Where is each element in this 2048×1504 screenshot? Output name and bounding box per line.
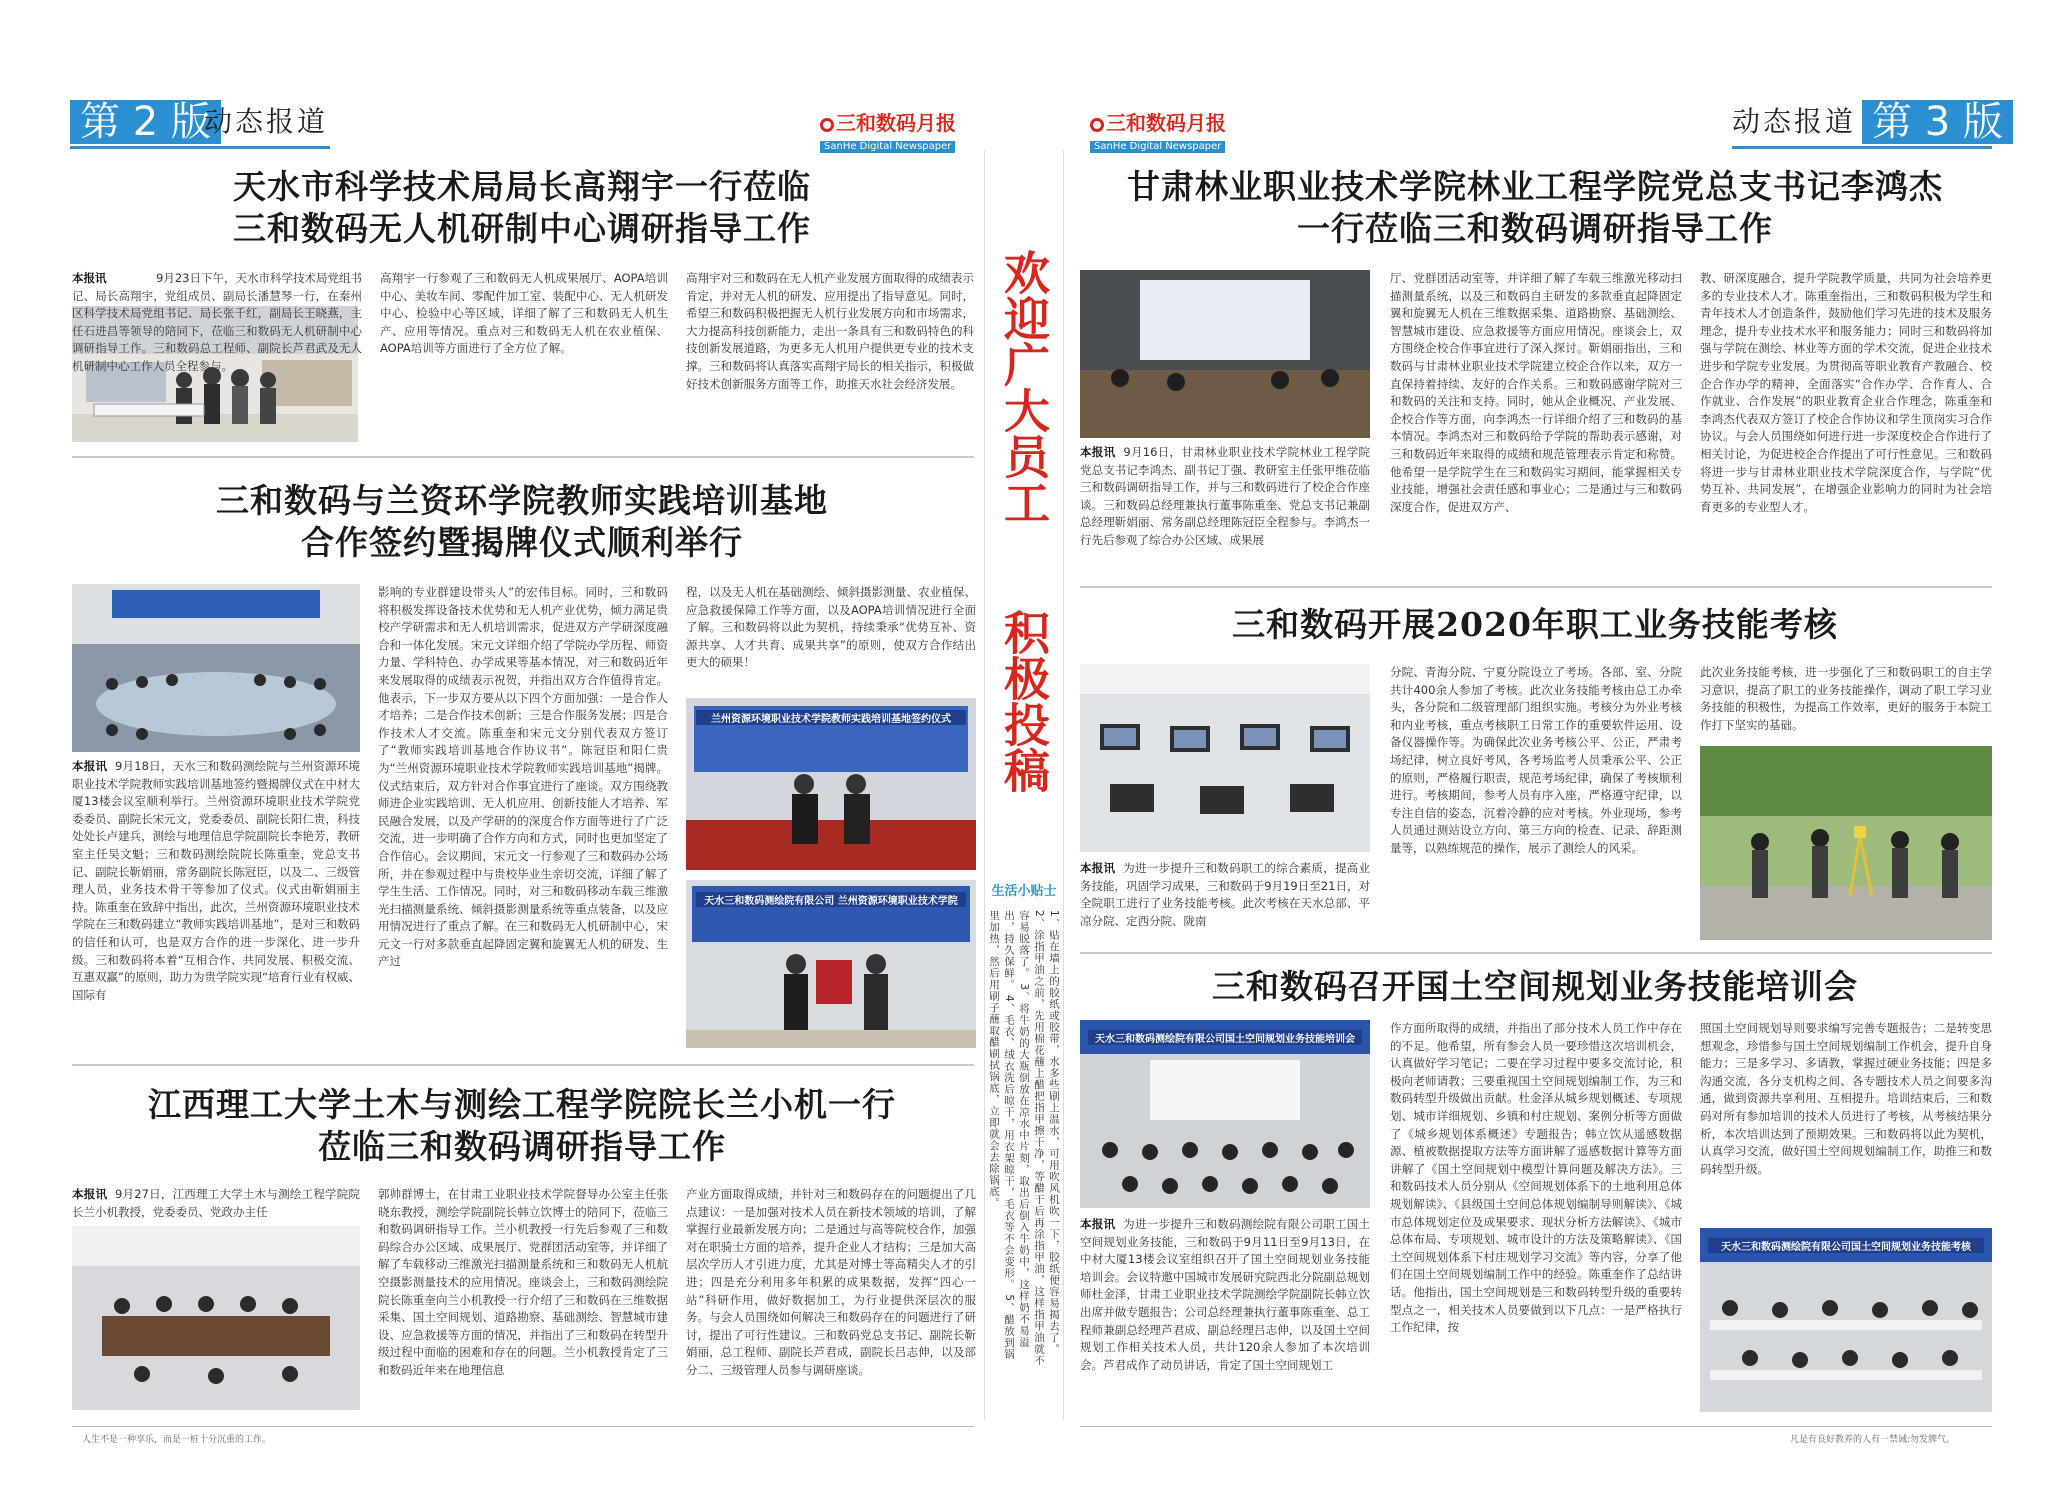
logo-mark-icon	[820, 118, 834, 132]
article4-lead: 本报讯	[1080, 445, 1116, 459]
article3-col1	[72, 1186, 360, 1222]
article5-col3: 此次业务技能考核，进一步强化了三和数码职工的自主学习意识，提高了职工的业务技能操作，调动了职工学习业务技能的积极性，为提高工作效率，更好的服务于本院工作打下坚实的基础。	[1700, 665, 1992, 732]
article2-col2: 影响的专业群建设带头人”的宏伟目标。同时，三和数码将积极发挥设备技术优势和无人机产业优势，倾力满足贵校产学研需求和无人机培训需求，促进双方产学研深度融合和一体化发展。宋元文详细介绍了学院办学历程、师资力量、学科特色、办学成果等基本情况，对三和数码近年来发展取得的成绩表示祝贺，并指出双方合作值得肯定。他表示，下一步双方要从以下四个方面加强：一是合作人才培养；二是合作技术创新；三是合作服务发展；四是合作技术人才交流。陈重奎和宋元文分别代表双方签订了“教师实践培训基地合作协议书”。陈冠臣和阳仁贵为“兰州资源环境职业技术学院教师实践培训基地”揭牌。仪式结束后，双方针对合作事宜进行了座谈。双方围绕教师进企业实践培训、无人机应用、创新技能人才培养、军民融合发展，以及产学研的的深度合作方面等进行了广泛交流，进一步明确了合作方向和方式，同时也更加坚定了合作信心。会议期间，宋元文一行参观了三和数码办公场所，并在参观过程中与贵校毕业生亲切交流，详细了解了学生生活、工作情况。同时，对三和数码移动车载三维激光扫描测量系统、倾斜摄影测量系统等重点装备，以及应用情况进行了重点了解。在三和数码无人机研制中心，宋元文一行对多款垂直起降固定翼和旋翼无人机的研发、生产过	[378, 585, 668, 969]
logo-text: 三和数码月报	[1106, 111, 1226, 135]
life-tips-title: 生活小贴士	[991, 884, 1057, 899]
article5-photo1	[1080, 664, 1370, 852]
article5-col1	[1080, 860, 1370, 940]
exam-room-photo	[1080, 664, 1370, 852]
divider	[72, 456, 974, 458]
photo-banner: 兰州资源环境职业技术学院教师实践培训基地签约仪式	[696, 710, 966, 725]
article3-title	[72, 1084, 972, 1168]
footer-rule-left	[72, 1426, 974, 1427]
article2-lead: 本报讯	[72, 759, 108, 773]
article6-col2: 作方面所取得的成绩，并指出了部分技术人员工作中存在的不足。他希望，所有参会人员一要珍惜这次培训机会，认真做好学习笔记；二要在学习过程中要多交流讨论，积极向老师请教；三要重视国土空间规划编制工作，为三和数码转型升级做出贡献。杜金泽从城乡规划概述、专项规划、城市详细规划、乡镇和村庄规划、案例分析等方面做了《城乡规划体系概述》专题报告；韩立饮从遥感数据源、植被数据提取方法等方面讲解了遥感数据计算等方面讲解了《国土空间规划中模型计算问题及解决方法》。三和数码技术人员分别从《空间规划体系下的土地利用总体规划解读》、《县级国土空间总体规划编制导则解读》、《城市总体规划定位及成果要求、现状分析方法解读》、《城市总体布局、专项规划、城市设计的方法及策略解读》、《国土空间规划体系下村庄规划学习交流》等内容，分享了他们在国土空间规划编制工作中的经验。陈重奎作了总结讲话。他指出，国土空间规划是三和数码转型升级的重要转型点之一，相关技术人员要做到以下几点：一是严格执行工作纪律，按	[1390, 1021, 1682, 1335]
photo-banner: 天水三和数码测绘院有限公司 兰州资源环境职业技术学院	[696, 892, 966, 907]
footer-quote-left: 人生不是一种享乐，而是一桩十分沉重的工作。	[82, 1435, 272, 1445]
photo-banner: 天水三和数码测绘院有限公司国土空间规划业务技能培训会	[1088, 1030, 1362, 1045]
article3-title-line2: 莅临三和数码调研指导工作	[318, 1127, 726, 1166]
section-title-left: 动态报道	[204, 105, 329, 138]
header-rule-left	[70, 146, 330, 149]
page-number-badge-left: 第 2 版	[70, 100, 221, 144]
article1-title-line2: 三和数码无人机研制中心调研指导工作	[233, 209, 811, 248]
article2-title-line2: 合作签约暨揭牌仪式顺利举行	[301, 523, 743, 562]
article2-photo1	[72, 584, 360, 752]
article3-col3: 产业方面取得成绩，并针对三和数码存在的问题提出了几点建议：一是加强对技术人员在新技术领域的培训，了解掌握行业最新发展方向；二是通过与高等院校合作，加强对在职骑士方面的培养，提升企业人才结构；三是加大高层次学历人才引进力度，尤其是对博士等高精尖人才的引进；四是充分利用多年积累的成果数据，发挥“四心一站”科研作用，做好数据加工，为行业提供深层次的服务。与会人员围绕如何解决三和数码存在的问题进行了研讨，提出了可行性建议。三和数码党总支书记、副院长靳娟丽，总工程师、副院长芦君成，副院长吕志伸，以及部分二、三级管理人员参与调研座谈。	[686, 1187, 976, 1377]
article6-photo1	[1080, 1020, 1370, 1208]
article6-lead: 本报讯	[1080, 1217, 1116, 1231]
article6-col3: 照国土空间规划导则要求编写完善专题报告；二是转变思想观念，珍惜参与国土空间规划编制工作机会，提升自身能力；三是多学习、多请教，掌握过硬业务技能；四是多沟通交流，各分支机构之间、各专题技术人员之间要多沟通，做到资源共享利用、互相提升。培训结束后，三和数码对所有参加培训的技术人员进行了考核，从考核结果分析，本次培训达到了预期效果。三和数码将以此为契机，认真学习交流，做好国土空间规划编制工作，助推三和数码转型升级。	[1700, 1021, 1992, 1176]
logo-english: SanHe Digital Newspaper	[820, 141, 955, 153]
slogan-welcome: 欢迎广大员工	[997, 249, 1051, 525]
article2-title	[72, 480, 972, 564]
article4-title	[1080, 166, 1990, 250]
article5-photo2	[1700, 746, 1992, 940]
section-title-right: 动态报道	[1732, 105, 1857, 138]
page-number-badge-right: 第 3 版	[1862, 100, 2013, 144]
tip-4: 4、毛衣、绒衣洗后晾干，用衣架晾干，毛衣等不会变形。	[1003, 994, 1015, 1291]
divider	[1080, 952, 1992, 954]
logo-english: SanHe Digital Newspaper	[1090, 141, 1225, 153]
footer-rule-right	[1080, 1426, 1992, 1427]
life-tips-heading	[985, 880, 1063, 900]
article1-lead: 本报讯	[72, 271, 107, 285]
article2-col1	[72, 758, 360, 1050]
article3-col2: 郭帅群博士，在甘肃工业职业技术学院督导办公室主任张晓东教授，测绘学院副院长韩立饮博士的陪同下，莅临三和数码调研指导工作。兰小机教授一行先后参观了三和数码综合办公区域、成果展厅、党群团活动室等，并详细了解了车载移动三维激光扫描测量系统和三和数码无人机航空摄影测量技术的应用情况。座谈会上，三和数码测绘院院长陈重奎向兰小机教授一行介绍了三和数码在三维数据采集、国土空间规划、道路勘察、基础测绘、智慧城市建设、应急救援等方面的情况，并指出了三和数码在转型升级过程中面临的困难和存在的问题。兰小机教授肯定了三和数码近年来在地理信息	[378, 1187, 668, 1377]
logo-text: 三和数码月报	[836, 111, 956, 135]
training-exam-photo	[1700, 1228, 1992, 1412]
article1-col3: 高翔宇对三和数码在无人机产业发展方面取得的成绩表示肯定，并对无人机的研发、应用提出了指导意见。同时，希望三和数码积极把握无人机行业发展方向和市场需求，大力提高科技创新能力，走出一条具有三和数码特色的科技创新发展道路，为更多无人机用户提供更专业的技术支撑。三和数码将认真落实高翔宇局长的相关指示，积极做好技术创新服务方面等工作，助推天水社会经济发展。	[686, 271, 974, 391]
article2-col1-text: 9月18日，天水三和数码测绘院与兰州资源环境职业技术学院教师实践培训基地签约暨揭牌仪式在中材大厦13楼会议室顺利举行。兰州资源环境职业技术学院党委委员、副院长宋元文，党委委员、副院长阳仁贵，科技处处长卢建兵，测绘与地理信息学院副院长李艳芳，教研室主任吴文魁；三和数码测绘院院长陈重奎，党总支书记、副院长靳娟丽，常务副院长陈冠臣，以及二、三级管理人员，业务技术骨干等参加了仪式。仪式由靳娟丽主持。陈重奎在致辞中指出，此次，兰州资源环境职业技术学院在三和数码建立“教师实践培训基地”，是对三和数码的信任和认可，也是双方合作的进一步深化、进一步升级。三和数码将本着“互相合作、共同发展、积极交流、互惠双赢”的原则，助力为贵学院实现“培育行业有权威、国际有	[72, 759, 361, 1002]
article6-photo2	[1700, 1228, 1992, 1412]
article5-col2: 分院、青海分院、宁夏分院设立了考场。各部、室、分院共计400余人参加了考核。此次业务技能考核由总工办牵头，各分院和二级管理部门组织实施。考核分为外业考核和内业考核，重点考核职工日常工作的重要软件运用、设备仪器操作等。为确保此次业务考核公平、公正，严肃考场纪律，树立良好考风，各考场监考人员秉承公平、公正的原则，严格履行职责，规范考场纪律，确保了考核顺利进行。考核期间，参考人员有序入座，严格遵守纪律，以专注自信的姿态，沉着冷静的应对考核。外业现场，参考人员通过测站设立方向、第三方向的检查、记录、辞距测量等，以熟练规范的操作，展示了测绘人的风采。	[1390, 665, 1682, 855]
training-meeting-photo	[1080, 1020, 1370, 1208]
tip-2: 2、涂指甲油之前，先用棉花蘸上醋把指甲擦干净，等醋干后再涂指甲油，这样指甲油就不容易脱落了。	[1018, 910, 1045, 1367]
article4-title-line2: 一行莅临三和数码调研指导工作	[1297, 209, 1773, 248]
article4-col1-text: 9月16日，甘肃林业职业技术学院林业工程学院党总支书记李鸿杰、副书记丁强、教研室主任张甲维莅临三和数码调研指导工作，并与三和数码进行了校企合作座谈。三和数码总经理兼执行董事陈重奎、党总支书记兼副总经理靳娟丽、常务副总经理陈冠臣全程参与。李鸿杰一行先后参观了综合办公区域、成果展	[1080, 445, 1371, 547]
meeting-room-photo	[72, 1226, 360, 1410]
article1-title	[72, 166, 972, 250]
field-survey-photo	[1700, 746, 1992, 940]
header-rule-right	[1732, 146, 1992, 149]
article5-col1-text: 为进一步提升三和数码职工的综合素质，提高业务技能，巩固学习成果，三和数码于9月19日至21日，对全院职工进行了业务技能考核。此次考核在天水总部、平凉分院、定西分院、陇南	[1080, 861, 1371, 928]
article4-col1	[1080, 444, 1370, 574]
article2-photo2	[686, 698, 976, 870]
tip-1: 1、贴在墙上的胶纸或胶带，水多些刷上温水，可用吹风机吹一下，胶纸便容易揭去了。	[1048, 910, 1060, 1355]
article4-photo	[1080, 270, 1370, 438]
article3-col1-text: 9月27日，江西理工大学土木与测绘工程学院院长兰小机教授，党委委员、党政办主任	[72, 1187, 361, 1219]
signing-ceremony-photo	[72, 584, 360, 752]
life-tips-text	[987, 910, 1061, 1370]
article4-col3: 教、研深度融合，提升学院教学质量，共同为社会培养更多的专业技术人才。陈重奎指出，三和数码积极为学生和青年技术人才创造条件，鼓励他们学习先进的技术及服务理念，提升专业技术水平和服务能力；同时三和数码将加强与学院在测绘、林业等方面的学术交流，促进企业技术进步和学院专业发展。为贯彻高等职业教育产教融合、校企合作办学的精神，全面落实“合作办学、合作育人、合作就业、合作发展”的职业教育企业合作理念，陈重奎和李鸿杰代表双方签订了校企合作协议和学生顶岗实习合作协议。与会人员围绕如何进行进一步深度校企合作进行了相关讨论，为促进校企合作提出了可行性意见。三和数码将进一步与甘肃林业职业技术学院深度合作，与学院“优势互补、共同发展”，在增强企业影响力的同时为社会培育更多的专业型人才。	[1700, 271, 1992, 514]
tip-3: 3、将牛奶的大瓶倒放在凉水中片刻，取出后倒入牛奶中，这样奶不易溢出，持久保鲜。	[1003, 910, 1030, 1348]
article3-title-line1: 江西理工大学土木与测绘工程学院院长兰小机一行	[148, 1085, 896, 1124]
photo-banner: 天水三和数码测绘院有限公司国土空间规划业务技能考核	[1708, 1238, 1984, 1253]
article3-photo	[72, 1226, 360, 1410]
article2-title-line1: 三和数码与兰资环学院教师实践培训基地	[216, 481, 828, 520]
article4-title-line1: 甘肃林业职业技术学院林业工程学院党总支书记李鸿杰	[1127, 167, 1943, 206]
article2-col3: 程，以及无人机在基础测绘、倾斜摄影测量、农业植保、应急救援保障工作等方面，以及AOPA培训情况进行全面了解。三和数码将以此为契机，持续秉承“优势互补、资源共享、人才共育、成果共享”的原则，使双方合作结出更大的硕果！	[686, 585, 976, 670]
article1-col2: 高翔宇一行参观了三和数码无人机成果展厅、AOPA培训中心、美妆车间、零配件加工室、装配中心、无人机研发中心、检验中心等区域，详细了解了三和数码无人机生产、应用等情况。重点对三和数码无人机在农业植保、AOPA培训等方面进行了全方位了解。	[380, 271, 668, 356]
newspaper-logo-left	[820, 112, 956, 152]
slogan-submit: 积极投稿	[997, 609, 1051, 793]
logo-mark-icon	[1090, 118, 1104, 132]
article5-lead: 本报讯	[1080, 861, 1116, 875]
center-column	[984, 150, 1064, 1420]
divider	[72, 1064, 974, 1066]
article2-photo3	[686, 880, 976, 1048]
article1-title-line1: 天水市科学技术局局长高翔宇一行莅临	[233, 167, 811, 206]
conference-photo	[1080, 270, 1370, 438]
newspaper-logo-right	[1090, 112, 1226, 152]
tip-5: 5、醋放到锅里加热，然后用刷子蘸取醋刷拭锅底，立即就会去除锅底。	[988, 910, 1015, 1360]
divider	[1080, 586, 1992, 588]
footer-quote-right: 凡是有良好教养的人有一禁诫:勿发脾气。	[1790, 1435, 1956, 1445]
article1-col1-head: 9月23日下午，天水市科学技术局党组书记、局长高翔宇，党组成员、副局长潘慧琴一行，在秦州区科学技术局党组书记、局长张千红，副局长王晓燕，主任石进昌等领导的陪同下，莅临三和数码无人机研制中心调研指导工作。三和数码总工程师、副院长芦君武及无人机研制中心工作人员全程参与。	[72, 271, 362, 373]
article6-col1-text: 为进一步提升三和数码测绘院有限公司职工国土空间规划业务技能，三和数码于9月11日至9月13日，在中材大厦13楼会议室组织召开了国土空间规划业务技能培训会。会议特邀中国城市发展研究院西北分院副总规划师杜金泽，甘肃工业职业技术学院测绘学院副院长韩立饮出席并做专题报告；公司总经理兼执行董事陈重奎、总工程师兼副总经理芦君成、副总经理吕志伸，以及国土空间规划工作相关技术人员，共计120余人参加了本次培训会。芦君成作了动员讲话，肯定了国土空间规划工	[1080, 1217, 1371, 1372]
article5-title: 三和数码开展2020年职工业务技能考核	[1232, 605, 1838, 644]
article6-col1	[1080, 1216, 1370, 1412]
article4-col2: 厅、党群团活动室等，并详细了解了车载三维激光移动扫描测量系统，以及三和数码自主研发的多款垂直起降固定翼和旋翼无人机在三维数据采集、道路勘察、基础测绘、智慧城市建设、应急救援等方面应用情况。座谈会上，双方围绕企校合作事宜进行了深入探讨。靳娟丽指出，三和数码与甘肃林业职业技术学院建立校企合作以来，双方一直保持着持续、友好的合作关系。三和数码感谢学院对三和数码的关注和支持。同时，她从企业概况、产业发展、企校合作等方面，向李鸿杰一行详细介绍了三和数码的基本情况。李鸿杰对三和数码给予学院的帮助表示感谢，对三和数码近年来取得的成绩和规范管理表示肯定和称赞。他希望一是学院学生在三和数码实习期间，能掌握相关专业技能，增强社会责任感和事业心；二是通过与三和数码深度合作，促进双方产、	[1390, 271, 1682, 514]
article6-title: 三和数码召开国土空间规划业务技能培训会	[1212, 967, 1858, 1006]
article3-lead: 本报讯	[72, 1187, 108, 1201]
